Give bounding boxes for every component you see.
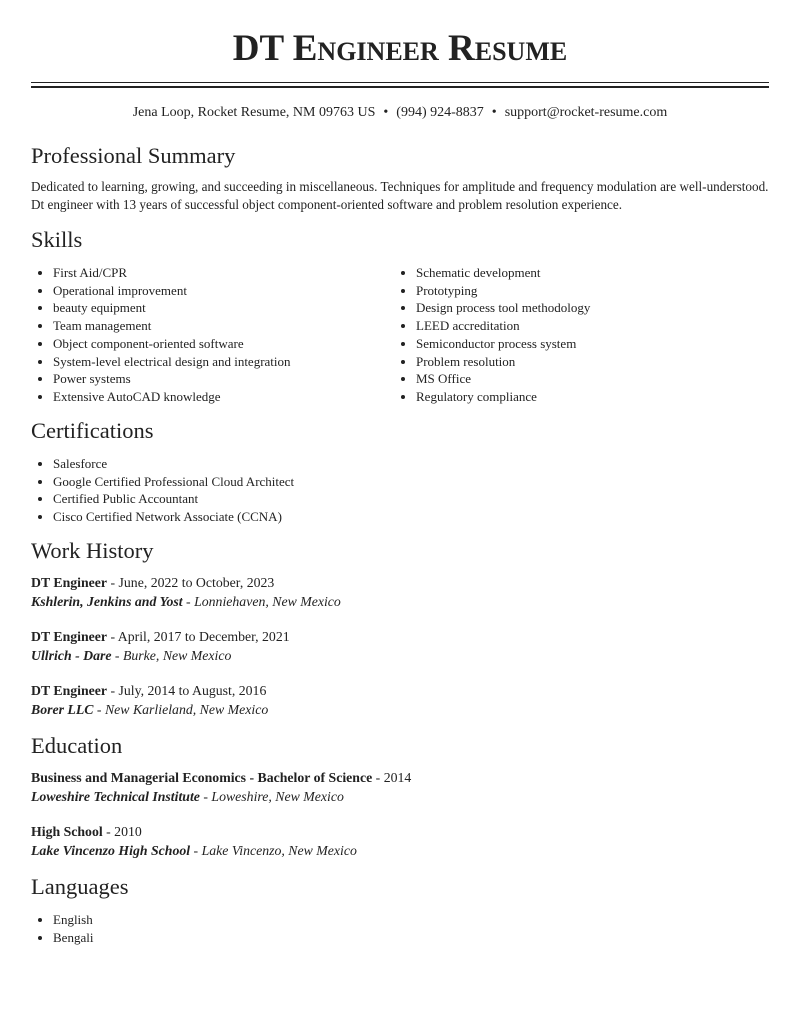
divider — [31, 82, 769, 83]
divider — [31, 86, 769, 88]
section-heading: Education — [31, 733, 123, 758]
year: - 2010 — [102, 824, 142, 839]
education-entry — [31, 769, 769, 806]
list-item: • Team management — [53, 317, 394, 335]
resume-title: DT Engineer Resume — [232, 28, 568, 69]
job-dates: - July, 2014 to August, 2016 — [107, 683, 267, 698]
list-item: • English — [53, 911, 769, 929]
list-item: • Extensive AutoCAD knowledge — [53, 388, 394, 406]
list-item: • beauty equipment — [53, 299, 394, 317]
separator: • — [491, 105, 497, 120]
email: support@rocket-resume.com — [504, 105, 668, 120]
location: - Lonniehaven, New Mexico — [182, 593, 341, 609]
work-history-section — [31, 537, 769, 736]
list-item: • Prototyping — [416, 282, 757, 300]
summary-section — [31, 142, 769, 214]
address: Jena Loop, Rocket Resume, NM 09763 US — [132, 105, 376, 120]
section-heading: Languages — [31, 874, 129, 899]
skills-list-left — [31, 264, 394, 406]
list-item: • Google Certified Professional Cloud Architect — [53, 473, 769, 491]
education-entry — [31, 823, 769, 860]
section-heading: Skills — [31, 227, 83, 252]
education-section — [31, 732, 769, 877]
list-item: • First Aid/CPR — [53, 264, 394, 282]
company: Kshlerin, Jenkins and Yost — [31, 593, 183, 609]
location: - Loweshire, New Mexico — [199, 788, 344, 804]
section-heading: Certifications — [31, 418, 154, 443]
section-heading: Work History — [31, 538, 154, 563]
list-item: • Regulatory compliance — [416, 388, 757, 406]
job-title: DT Engineer — [31, 629, 108, 644]
list-item: • Problem resolution — [416, 353, 757, 371]
list-item: • System-level electrical design and integration — [53, 353, 394, 371]
languages-section — [31, 873, 769, 946]
location: - Burke, New Mexico — [111, 647, 232, 663]
list-item: • Power systems — [53, 370, 394, 388]
job-entry — [31, 628, 769, 665]
list-item: • Object component-oriented software — [53, 335, 394, 353]
year: - 2014 — [372, 770, 412, 785]
job-title: DT Engineer — [31, 683, 108, 698]
languages-list — [31, 911, 769, 946]
contact-info — [31, 104, 769, 122]
list-item: • LEED accreditation — [416, 317, 757, 335]
list-item: • Bengali — [53, 929, 769, 947]
job-entry — [31, 682, 769, 719]
summary-text: Dedicated to learning, growing, and succeeding in miscellaneous. Techniques for amplitude and frequency modulation are well-understood. Dt engineer with 13 years of successful object component-oriented software and problem resolution experience. — [31, 179, 769, 212]
list-item: • Design process tool methodology — [416, 299, 757, 317]
job-dates: - June, 2022 to October, 2023 — [107, 575, 275, 590]
location: - Lake Vincenzo, New Mexico — [190, 842, 357, 858]
job-entry — [31, 574, 769, 611]
certifications-list — [31, 455, 769, 526]
certifications-section — [31, 417, 769, 526]
list-item: • Salesforce — [53, 455, 769, 473]
list-item: • Certified Public Accountant — [53, 490, 769, 508]
phone: (994) 924-8837 — [396, 105, 484, 120]
location: - New Karlieland, New Mexico — [93, 701, 269, 717]
company: Ullrich - Dare — [31, 647, 112, 663]
list-item: • MS Office — [416, 370, 757, 388]
skills-section — [31, 226, 769, 406]
section-heading: Professional Summary — [31, 143, 236, 168]
separator: • — [383, 105, 389, 120]
list-item: • Operational improvement — [53, 282, 394, 300]
list-item: • Cisco Certified Network Associate (CCNA) — [53, 508, 769, 526]
degree: High School — [31, 824, 103, 839]
skills-list-right — [394, 264, 757, 406]
school: Lake Vincenzo High School — [31, 842, 191, 858]
list-item: • Semiconductor process system — [416, 335, 757, 353]
list-item: • Schematic development — [416, 264, 757, 282]
job-title: DT Engineer — [31, 575, 108, 590]
degree: Business and Managerial Economics - Bachelor of Science — [31, 770, 373, 785]
job-dates: - April, 2017 to December, 2021 — [107, 629, 290, 644]
company: Borer LLC — [31, 701, 94, 717]
school: Loweshire Technical Institute — [31, 788, 200, 804]
